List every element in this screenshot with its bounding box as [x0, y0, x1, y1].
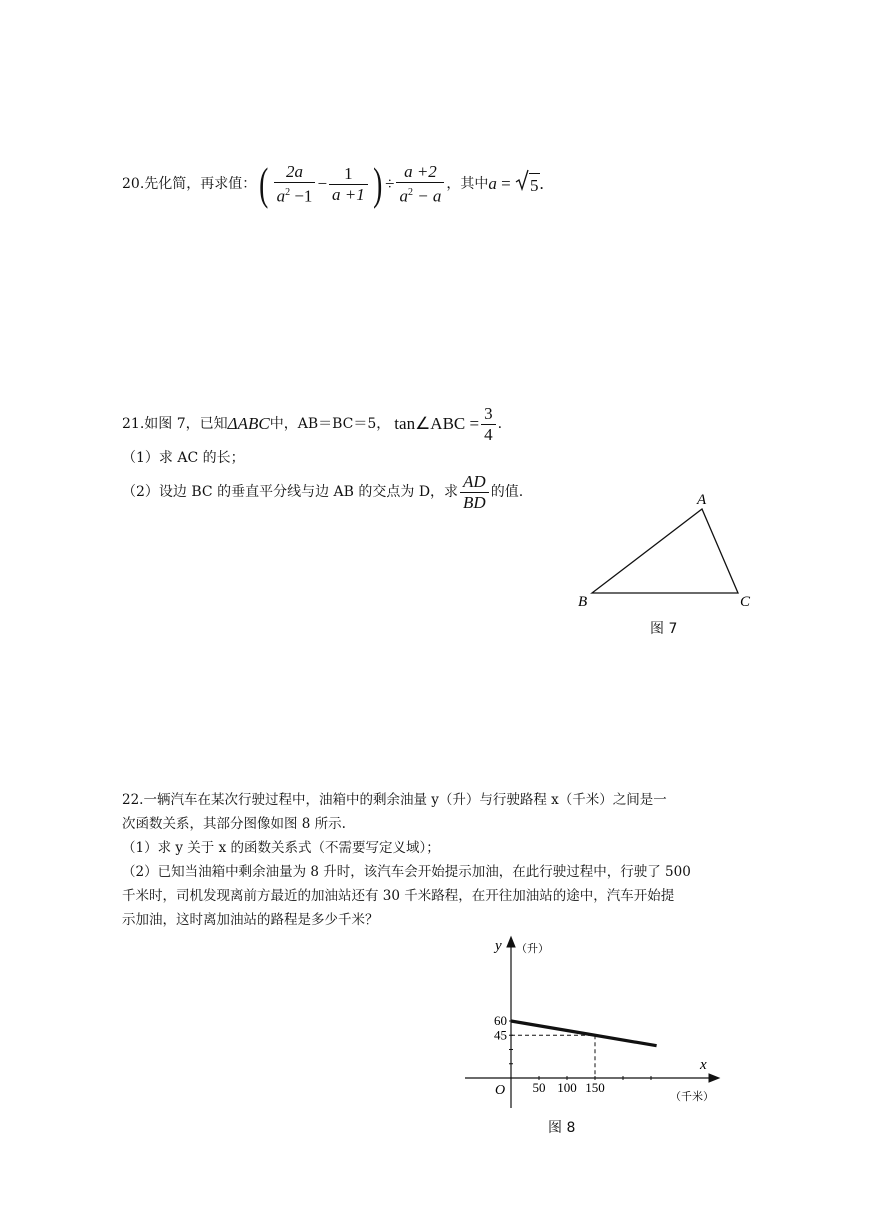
q20-frac1-den-base: a: [276, 186, 286, 206]
q21-intro-mid: 中，AB＝BC＝5，: [269, 416, 391, 432]
q20-var-a: a: [488, 174, 497, 193]
q20-frac3-den-exp: 2: [407, 186, 413, 198]
figure-8-chart: [450, 930, 750, 1110]
x-tick-label: 50: [532, 1080, 546, 1095]
q21-tan-label: tan∠ABC =: [394, 414, 480, 433]
figure-7-caption: 图 7: [650, 621, 678, 637]
q21-tan-fraction: [481, 404, 496, 445]
q20-frac3-numerator: a +2: [396, 162, 444, 183]
x-axis-unit: （千米）: [670, 1090, 714, 1103]
q22-line-4: （2）已知当油箱中剩余油量为 8 升时，该汽车会开始提示加油，在此行驶过程中，行驶了 500: [122, 864, 691, 880]
figure-7-triangle: [570, 485, 760, 615]
vertex-label-a: A: [697, 492, 707, 508]
radical-sign-icon: [515, 169, 529, 191]
q22-line-6: 示加油，这时离加油站的路程是多少千米？: [122, 912, 379, 928]
q20-sqrt-value: 5: [529, 173, 540, 198]
q21-intro-end: .: [497, 416, 503, 432]
q21-part2-end: 的值.: [490, 484, 524, 500]
q21-triangle: ΔABC: [227, 414, 270, 433]
q20-where: ，其中: [446, 176, 489, 192]
figure-8-caption: 图 8: [548, 1120, 576, 1136]
q20-frac2-numerator: 1: [329, 164, 368, 185]
q21-tan-denominator: 4: [484, 424, 493, 444]
q20-end: .: [539, 174, 544, 193]
q20-frac1-den-rest: −1: [290, 186, 313, 206]
q21-tan-numerator: 3: [481, 404, 496, 425]
q20-frac1-den-exp: 2: [285, 186, 291, 198]
q21-ratio-numerator: AD: [460, 472, 489, 493]
q20-frac1-denominator: [274, 183, 316, 207]
sqrt-symbol: [515, 169, 529, 199]
q22-line-1: 22.一辆汽车在某次行驶过程中，油箱中的剩余油量 y（升）与行驶路程 x（千米）之间是一: [122, 792, 667, 808]
origin-label: O: [495, 1083, 506, 1098]
q21-ratio-denominator: BD: [463, 492, 486, 512]
right-paren: ): [372, 158, 383, 209]
q20-frac2-denominator: a +1: [332, 184, 365, 204]
q22-line-2: 次函数关系，其部分图像如图 8 所示.: [122, 816, 346, 832]
q20-frac3-den-base: a: [399, 186, 408, 206]
q20-frac1-numerator: 2a: [274, 162, 316, 183]
vertex-label-b: B: [578, 594, 588, 610]
x-tick-label: 100: [557, 1080, 577, 1095]
q21-part2: [122, 470, 523, 514]
q20-minus: −: [317, 174, 328, 193]
q21-part2-prefix: （2）设边 BC 的垂直平分线与边 AB 的交点为 D，求: [122, 484, 459, 500]
y-axis-label: y: [495, 938, 502, 954]
q20-fraction-2: [329, 164, 368, 205]
y-tick-label: 60: [494, 1013, 507, 1028]
q21-intro: [122, 402, 502, 446]
q20-frac3-den-rest: − a: [412, 186, 442, 206]
y-axis-unit: （升）: [516, 942, 549, 955]
q20-fraction-3: [396, 162, 444, 207]
q20-equals: =: [496, 174, 516, 193]
q20-fraction-1: [274, 162, 316, 207]
q22-text: [122, 788, 752, 932]
q22-line-3: （1）求 y 关于 x 的函数关系式（不需要写定义域）；: [122, 840, 440, 856]
q21-intro-prefix: 21.如图 7，已知: [122, 416, 228, 432]
q20-prefix: 20.先化简，再求值：: [122, 176, 257, 192]
q22-line-5: 千米时，司机发现离前方最近的加油站还有 30 千米路程，在开往加油站的途中，汽车开始提: [122, 888, 675, 904]
left-paren: (: [259, 158, 269, 209]
y-tick-label: 45: [494, 1027, 507, 1043]
q20-line: [122, 156, 544, 212]
x-axis-label: x: [700, 1057, 707, 1073]
q20-divide: ÷: [385, 174, 395, 193]
x-tick-label: 150: [585, 1080, 605, 1095]
q21-ratio-fraction: [460, 472, 489, 513]
q20-frac3-denominator: [396, 183, 444, 207]
vertex-label-c: C: [740, 594, 751, 610]
triangle-abc: [592, 509, 738, 593]
q21-part1: （1）求 AC 的长；: [122, 450, 245, 466]
fuel-series-line: [511, 1021, 657, 1046]
